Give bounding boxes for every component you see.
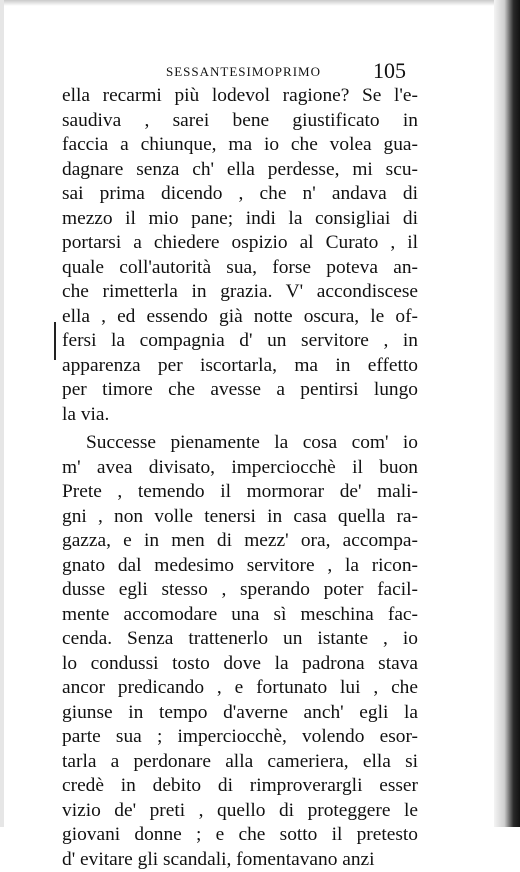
text-line: sai prima dicendo , che n' andava di bbox=[62, 182, 418, 207]
margin-mark bbox=[54, 322, 56, 360]
text-line: che rimetterla in grazia. V' accondiscese bbox=[62, 280, 418, 305]
text-line: giovani donne ; e che sotto il pretesto bbox=[62, 823, 418, 848]
text-line: parte sua ; imperciocchè, volendo esor- bbox=[62, 725, 418, 750]
text-line: dagnare senza ch' ella perdesse, mi scu- bbox=[62, 158, 418, 183]
text-line: cenda. Senza trattenerlo un istante , io bbox=[62, 627, 418, 652]
text-line: dusse egli stesso , sperando poter facil- bbox=[62, 578, 418, 603]
text-line: Successe pienamente la cosa com' io bbox=[62, 431, 418, 456]
text-line: giunse in tempo d'averne anch' egli la bbox=[62, 701, 418, 726]
text-line: gazza, e in men di mezz' ora, accompa- bbox=[62, 529, 418, 554]
text-line: m' avea divisato, imperciocchè il buon bbox=[62, 456, 418, 481]
text-line: gni , non volle tenersi in casa quella ra- bbox=[62, 505, 418, 530]
text-line: Prete , temendo il mormorar de' mali- bbox=[62, 480, 418, 505]
text-line: ancor predicando , e fortunato lui , che bbox=[62, 676, 418, 701]
text-line: credè in debito di rimproverargli esser bbox=[62, 774, 418, 799]
page-edge-left bbox=[0, 0, 4, 827]
paragraph-1 bbox=[62, 84, 418, 427]
text-line: quale coll'autorità sua, forse poteva an- bbox=[62, 256, 418, 281]
page-number: 105 bbox=[373, 58, 406, 84]
text-line: mezzo il mio pane; indi la consigliai di bbox=[62, 207, 418, 232]
running-title: SESSANTESIMOPRIMO bbox=[166, 64, 321, 80]
text-line: tarla a perdonare alla cameriera, ella si bbox=[62, 750, 418, 775]
running-header bbox=[62, 58, 418, 84]
text-line: portarsi a chiedere ospizio al Curato , il bbox=[62, 231, 418, 256]
text-line: apparenza per iscortarla, ma in effetto bbox=[62, 354, 418, 379]
paragraph-2 bbox=[62, 431, 418, 872]
text-line: ella , ed essendo già notte oscura, le of- bbox=[62, 305, 418, 330]
page-edge-right bbox=[494, 0, 520, 827]
text-line: vizio de' preti , quello di proteggere le bbox=[62, 799, 418, 824]
text-line: la via. bbox=[62, 403, 418, 428]
page-edge-top bbox=[0, 0, 520, 6]
text-line: mente accomodare una sì meschina fac- bbox=[62, 603, 418, 628]
text-line: ella recarmi più lodevol ragione? Se l'e- bbox=[62, 84, 418, 109]
text-line: saudiva , sarei bene giustificato in bbox=[62, 109, 418, 134]
text-line: gnato dal medesimo servitore , la ricon- bbox=[62, 554, 418, 579]
text-line: d' evitare gli scandali, fomentavano anzi bbox=[62, 848, 418, 872]
body-text bbox=[62, 84, 418, 872]
text-line: lo condussi tosto dove la padrona stava bbox=[62, 652, 418, 677]
text-line: fersi la compagnia d' un servitore , in bbox=[62, 329, 418, 354]
text-line: faccia a chiunque, ma io che volea gua- bbox=[62, 133, 418, 158]
book-page bbox=[62, 58, 418, 872]
text-line: per timore che avesse a pentirsi lungo bbox=[62, 378, 418, 403]
